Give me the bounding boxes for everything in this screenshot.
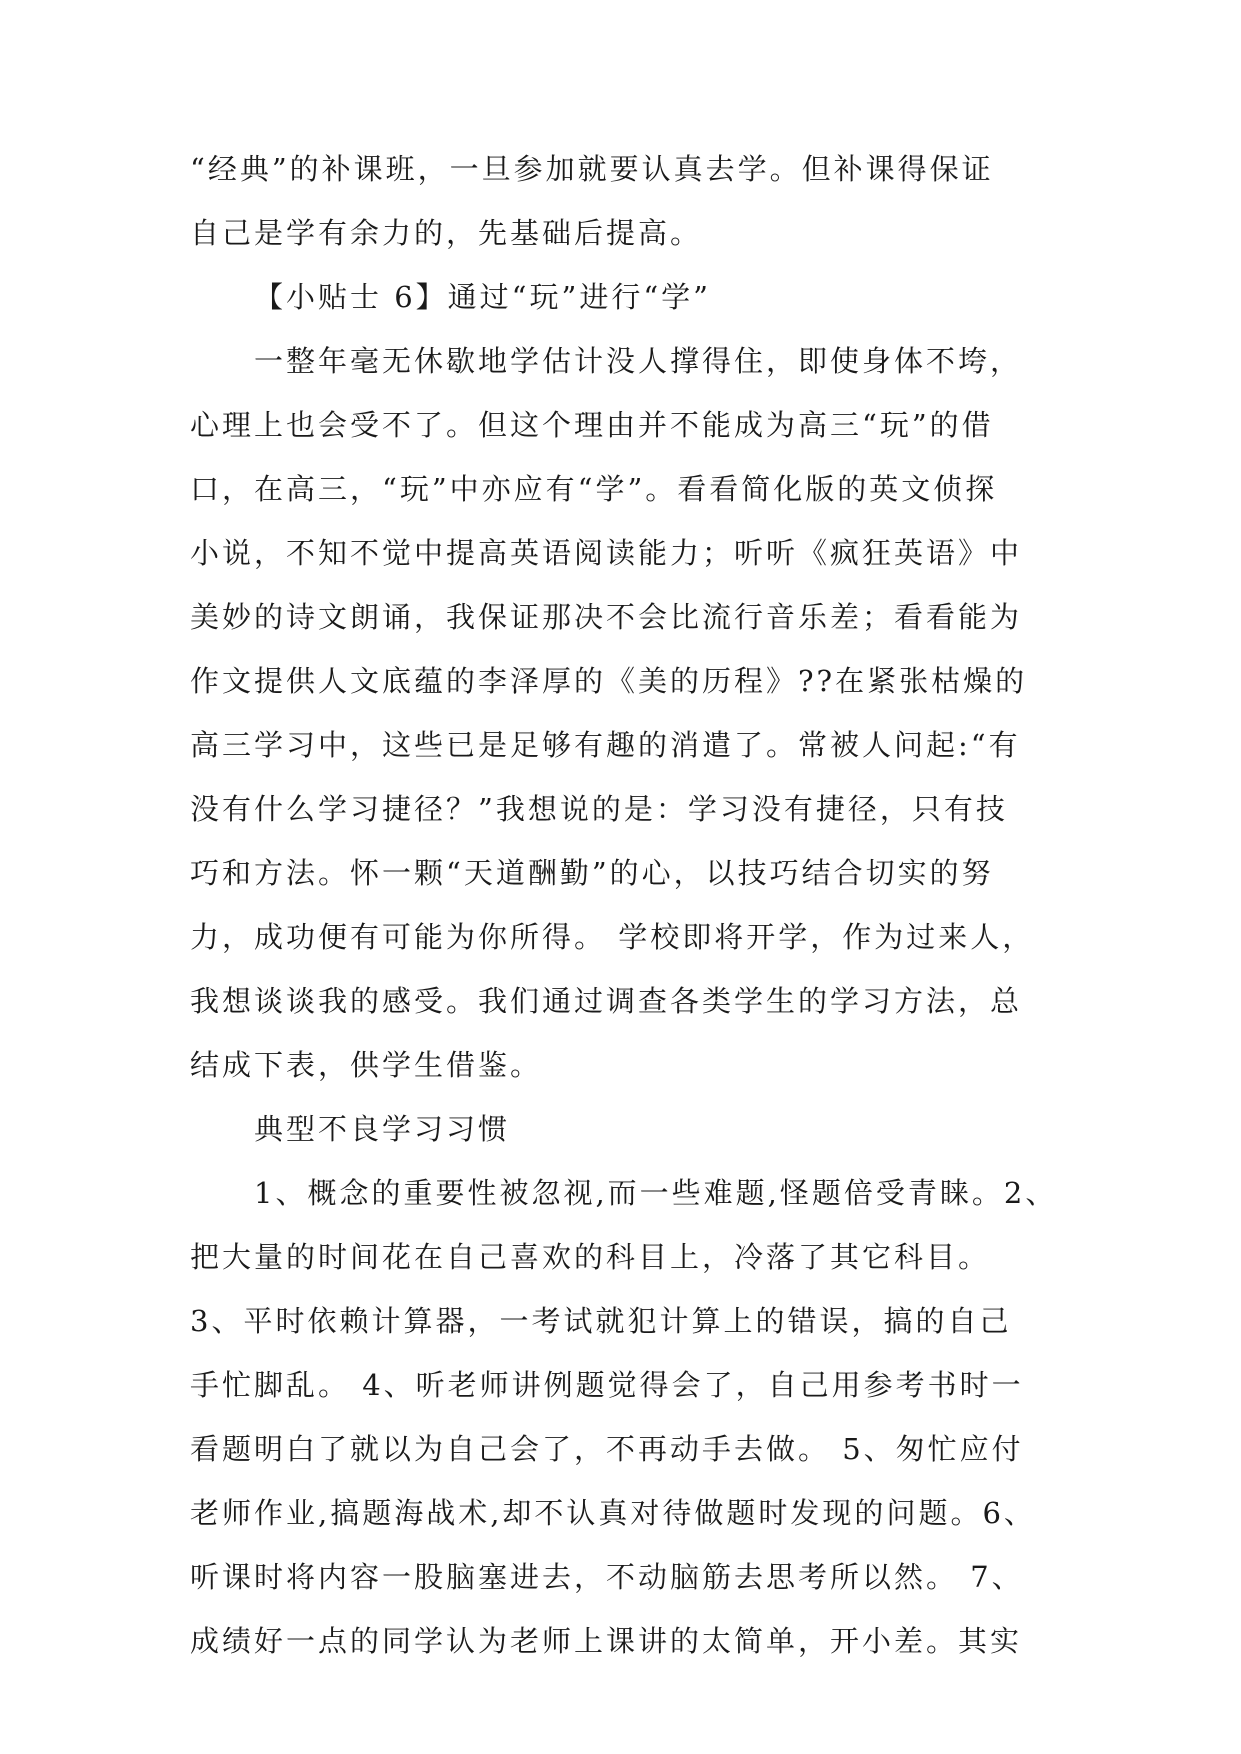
text-line-4: 一整年毫无休歇地学估计没人撑得住，即使身体不垮， <box>254 344 1023 378</box>
text-line-22: 老师作业,搞题海战术,却不认真对待做题时发现的问题。6、 <box>190 1496 1036 1530</box>
text-line-7: 小说，不知不觉中提高英语阅读能力；听听《疯狂英语》中 <box>190 536 1023 570</box>
text-line-10: 高三学习中，这些已是足够有趣的消遣了。常被人问起:“有 <box>190 728 1021 762</box>
section-heading: 典型不良学习习惯 <box>254 1112 511 1146</box>
text-line-2: 自己是学有余力的，先基础后提高。 <box>190 216 703 250</box>
text-line-12: 巧和方法。怀一颗“天道酬勤”的心，以技巧结合切实的努 <box>190 856 994 890</box>
text-line-9: 作文提供人文底蕴的李泽厚的《美的历程》??在紧张枯燥的 <box>190 664 1028 698</box>
text-line-24: 成绩好一点的同学认为老师上课讲的太简单，开小差。其实 <box>190 1624 1023 1658</box>
text-line-8: 美妙的诗文朗诵，我保证那决不会比流行音乐差；看看能为 <box>190 600 1023 634</box>
text-line-15: 结成下表，供学生借鉴。 <box>190 1048 543 1082</box>
text-line-19: 3、平时依赖计算器，一考试就犯计算上的错误，搞的自己 <box>190 1304 1012 1338</box>
text-line-11: 没有什么学习捷径？”我想说的是：学习没有捷径，只有技 <box>190 792 1008 826</box>
text-line-21: 看题明白了就以为自己会了，不再动手去做。 5、匆忙应付 <box>190 1432 1024 1466</box>
text-line-1: “经典”的补课班，一旦参加就要认真去学。但补课得保证 <box>190 152 994 186</box>
text-line-17: 1、概念的重要性被忽视,而一些难题,怪题倍受青睐。2、 <box>254 1176 1058 1210</box>
text-line-23: 听课时将内容一股脑塞进去，不动脑筋去思考所以然。 7、 <box>190 1560 1024 1594</box>
text-line-5: 心理上也会受不了。但这个理由并不能成为高三“玩”的借 <box>190 408 994 442</box>
text-line-14: 我想谈谈我的感受。我们通过调查各类学生的学习方法，总 <box>190 984 1023 1018</box>
text-line-6: 口，在高三，“玩”中亦应有“学”。看看简化版的英文侦探 <box>190 472 998 506</box>
text-line-18: 把大量的时间花在自己喜欢的科目上，冷落了其它科目。 <box>190 1240 991 1274</box>
text-line-13: 力，成功便有可能为你所得。 学校即将开学，作为过来人， <box>190 920 1035 954</box>
tip-heading: 【小贴士 6】通过“玩”进行“学” <box>254 280 711 314</box>
text-line-20: 手忙脚乱。 4、听老师讲例题觉得会了，自己用参考书时一 <box>190 1368 1024 1402</box>
